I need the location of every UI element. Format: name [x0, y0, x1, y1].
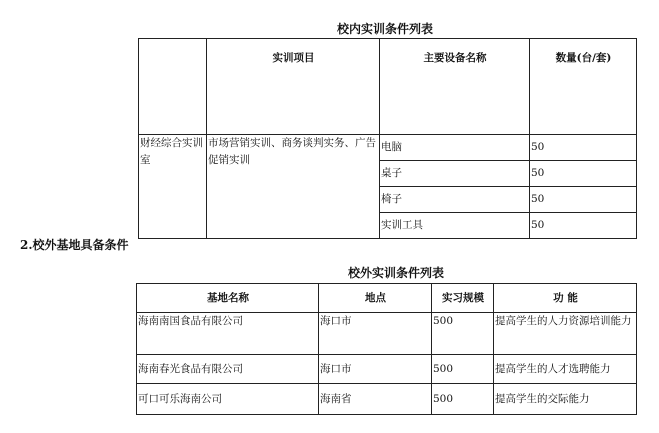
table-row	[137, 313, 637, 355]
equipment-cell: 椅子	[380, 187, 530, 213]
external-training-table	[136, 283, 637, 415]
table-row	[137, 384, 637, 415]
location-cell: 海口市	[319, 313, 432, 355]
header-cell-location: 地点	[319, 284, 432, 313]
header-cell-function: 功 能	[494, 284, 637, 313]
section-heading: 2.校外基地具备条件	[20, 238, 129, 252]
table-row	[137, 355, 637, 384]
base-name-cell: 海南南国食品有限公司	[137, 313, 319, 355]
project-cell: 市场营销实训、商务谈判实务、广告促销实训	[207, 135, 380, 239]
function-cell: 提高学生的人才选聘能力	[494, 355, 637, 384]
equipment-cell: 桌子	[380, 161, 530, 187]
scale-cell: 500	[432, 355, 494, 384]
count-cell: 50	[530, 213, 637, 239]
header-cell-empty	[139, 39, 207, 135]
table2-title: 校外实训条件列表	[348, 266, 445, 280]
base-name-cell: 财经综合实训室	[139, 135, 207, 239]
location-cell: 海口市	[319, 355, 432, 384]
table-header-row	[139, 39, 637, 135]
count-cell: 50	[530, 161, 637, 187]
header-cell-project: 实训项目	[207, 39, 380, 135]
scale-cell: 500	[432, 313, 494, 355]
table1-title: 校内实训条件列表	[337, 22, 434, 36]
header-cell-scale: 实习规模	[432, 284, 494, 313]
header-cell-equipment: 主要设备名称	[380, 39, 530, 135]
function-cell: 提高学生的交际能力	[494, 384, 637, 415]
equipment-cell: 实训工具	[380, 213, 530, 239]
base-name-cell: 可口可乐海南公司	[137, 384, 319, 415]
function-cell: 提高学生的人力资源培训能力	[494, 313, 637, 355]
header-cell-count: 数量(台/套)	[530, 39, 637, 135]
count-cell: 50	[530, 135, 637, 161]
internal-training-table	[138, 38, 637, 239]
table-header-row	[137, 284, 637, 313]
scale-cell: 500	[432, 384, 494, 415]
base-name-cell: 海南春光食品有限公司	[137, 355, 319, 384]
table-row	[139, 135, 637, 161]
count-cell: 50	[530, 187, 637, 213]
header-cell-name: 基地名称	[137, 284, 319, 313]
equipment-cell: 电脑	[380, 135, 530, 161]
location-cell: 海南省	[319, 384, 432, 415]
